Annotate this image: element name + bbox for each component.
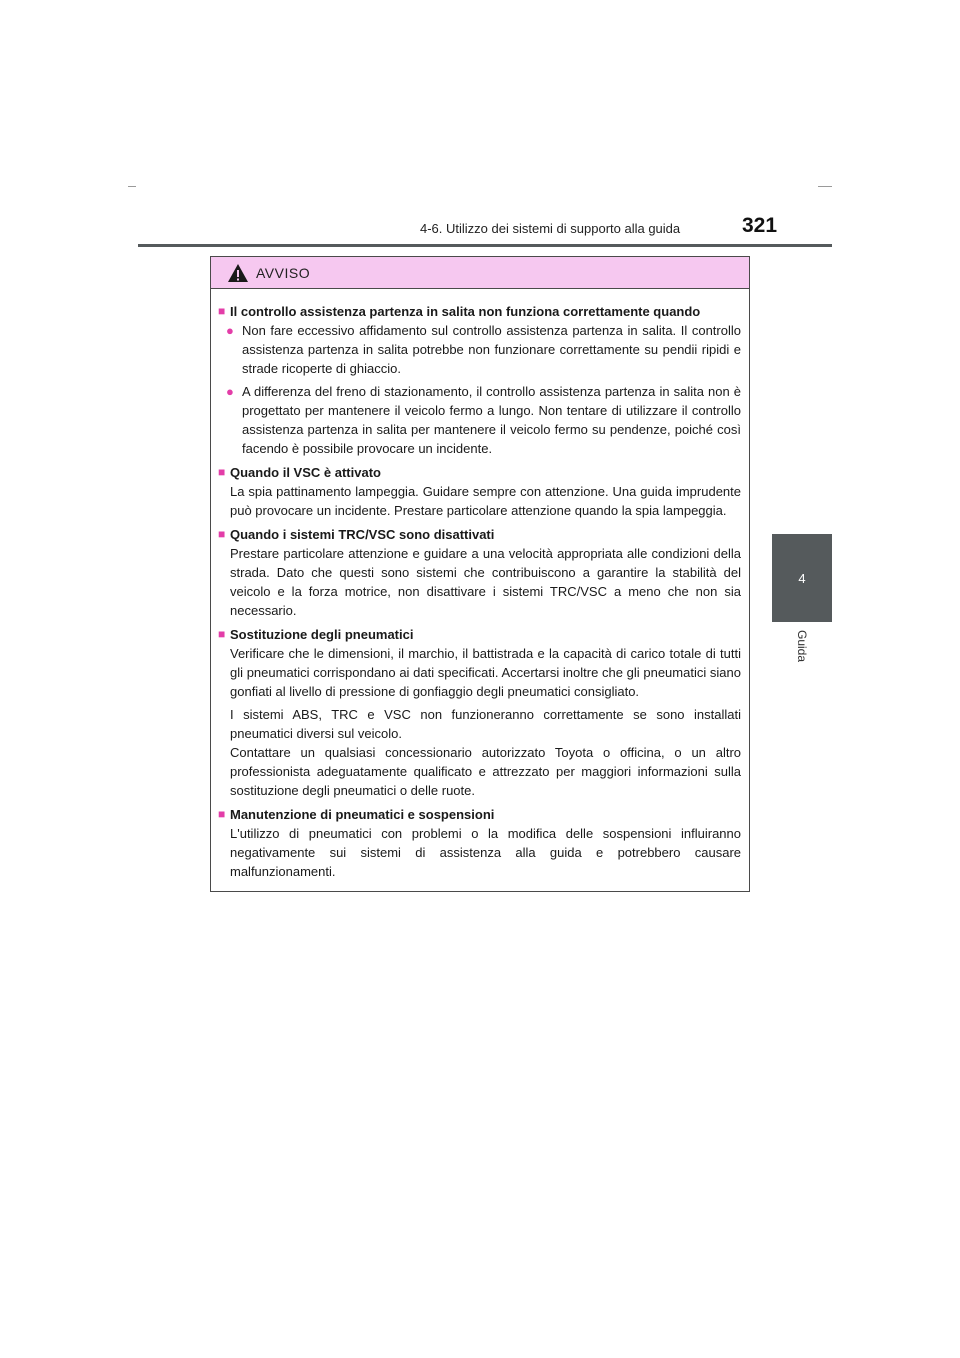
warning-section: [218, 805, 741, 881]
section-title: [218, 625, 741, 644]
bullet-item: [226, 382, 741, 458]
section-paragraph: Prestare particolare attenzione e guidare a una velocità appropriata alle condizioni della strada. Dato che questi sono sistemi che contribuiscono a garantire la stabilità del veicolo e la forza motrice, non disattivare i sistemi TRC/VSC a meno che non sia necessario.: [230, 546, 741, 618]
bullet-text: A differenza del freno di stazionamento, il controllo assistenza partenza in salita non è progettato per mantenere il veicolo fermo a lungo. Non tentare di utilizzare il controllo assistenza partenza in salita per mantenere il veicolo fermo su pendenze, poiché così facendo è possibile provocare un incidente.: [242, 384, 741, 456]
circle-bullet-icon: ●: [226, 323, 234, 338]
circle-bullet-icon: ●: [226, 384, 234, 399]
chapter-number: 4: [798, 570, 806, 586]
section-paragraph: La spia pattinamento lampeggia. Guidare sempre con attenzione. Una guida imprudente può provocare un incidente. Prestare particolare attenzione quando la spia lampeggia.: [230, 484, 741, 518]
section-title: [218, 463, 741, 482]
bullet-text: Non fare eccessivo affidamento sul controllo assistenza partenza in salita. Il controllo assistenza partenza in salita potrebbe non funzionare correttamente su pendii ripidi e strade ricoperte di ghiaccio.: [242, 323, 741, 376]
square-bullet-icon: ■: [218, 304, 226, 318]
warning-section: [218, 525, 741, 620]
crop-mark-left: [128, 186, 136, 187]
section-title-text: Manutenzione di pneumatici e sospensioni: [230, 807, 495, 822]
header-rule: [138, 244, 832, 247]
section-title-text: Quando il VSC è attivato: [230, 465, 381, 480]
section-paragraph: Verificare che le dimensioni, il marchio, il battistrada e la capacità di carico totale di tutti gli pneumatici corrispondano ai dati specificati. Accertarsi inoltre che gli pneumatici siano gonfiati al livello di pressione di gonfiaggio degli pneumatici consigliato.: [230, 646, 741, 699]
section-title: [218, 805, 741, 824]
warning-header: [211, 257, 749, 289]
bullet-item: [226, 321, 741, 378]
chapter-tab: [772, 534, 832, 622]
section-title-text: Il controllo assistenza partenza in salita non funziona correttamente quando: [230, 304, 701, 319]
warning-box: [210, 256, 750, 892]
section-title: [218, 525, 741, 544]
section-title-text: Quando i sistemi TRC/VSC sono disattivati: [230, 527, 495, 542]
section-title-text: Sostituzione degli pneumatici: [230, 627, 414, 642]
section-paragraph: I sistemi ABS, TRC e VSC non funzioneranno correttamente se sono installati pneumatici diversi sul veicolo. Contattare un qualsiasi concessionario autorizzato Toyota o officina, o un altro professionista adeguatamente qualificato e attrezzato per maggiori informazioni sulla sostituzione degli pneumatici o delle ruote.: [230, 707, 741, 798]
warning-triangle-icon: [227, 263, 249, 283]
crop-mark-right: [818, 186, 832, 187]
square-bullet-icon: ■: [218, 627, 226, 641]
square-bullet-icon: ■: [218, 465, 226, 479]
square-bullet-icon: ■: [218, 807, 226, 821]
section-title: [218, 302, 741, 321]
warning-content: [211, 289, 749, 881]
warning-section: [218, 625, 741, 800]
square-bullet-icon: ■: [218, 527, 226, 541]
warning-section: [218, 463, 741, 520]
page-number: 321: [742, 214, 778, 237]
chapter-label: Guida: [795, 630, 809, 663]
section-paragraph: L'utilizzo di pneumatici con problemi o la modifica delle sospensioni influiranno negativamente sui sistemi di assistenza alla guida e potrebbero causare malfunzionamenti.: [230, 826, 741, 879]
section-label: 4-6. Utilizzo dei sistemi di supporto alla guida: [420, 221, 681, 236]
warning-section: [218, 302, 741, 458]
warning-title: AVVISO: [256, 264, 311, 281]
